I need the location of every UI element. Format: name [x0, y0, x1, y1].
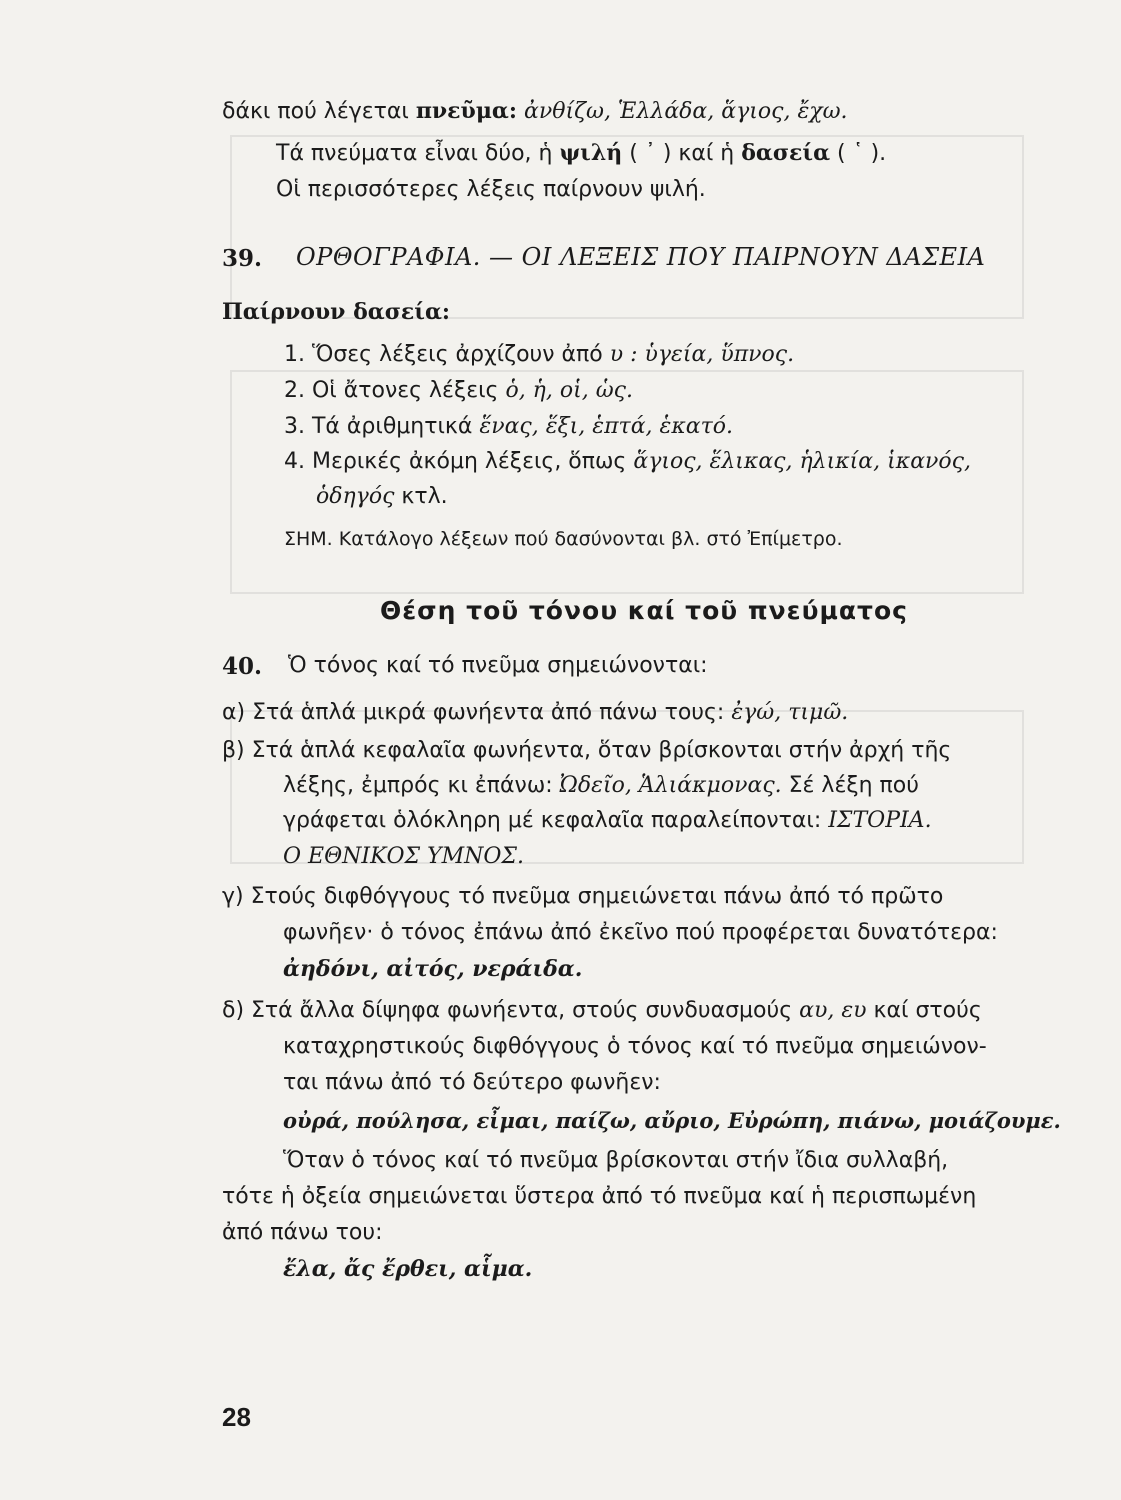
item-examples: ἕνας, ἕξι, ἑπτά, ἑκατό. [479, 414, 734, 439]
list-item-4-continuation [316, 482, 448, 512]
rule-examples: ἐγώ, τιμῶ. [731, 700, 849, 725]
section-40-intro: Ὁ τόνος καί τό πνεῦμα σημειώνονται: [288, 653, 708, 678]
item-text: 1. Ὅσες λέξεις ἀρχίζουν ἀπό [284, 342, 610, 367]
rule-text: γράφεται ὁλόκληρη μέ κεφαλαῖα παραλείπονται: [283, 808, 829, 833]
rule-text: Σέ λέξη πού [781, 773, 919, 798]
rule-text: δ) Στά ἄλλα δίψηφα φωνήεντα, στούς συνδυασμούς [222, 998, 800, 1023]
rule-e-line-1: Ὅταν ὁ τόνος καί τό πνεῦμα βρίσκονται στήν ἴδια συλλαβή, [283, 1148, 949, 1173]
item-text: 3. Τά ἀριθμητικά [284, 414, 480, 439]
section-39-number: 39. [222, 245, 263, 272]
note-line: ΣΗΜ. Κατάλογο λέξεων πού δασύνονται βλ. στό Ἐπίμετρο. [284, 528, 843, 550]
rule-e-line-3: ἀπό πάνω του: [222, 1220, 383, 1245]
page-number: 28 [222, 1402, 251, 1432]
intro-text: δάκι πού λέγεται [222, 99, 416, 124]
item-examples: ὁ, ἡ, οἱ, ὡς. [505, 378, 633, 403]
rule-examples: Ὠδεῖο, Ἁλιάκμονας. [559, 773, 782, 798]
rule-examples: ΙΣΤΟΡΙΑ. [828, 808, 932, 833]
term-psili: ψιλή [559, 140, 623, 166]
rule-b-line-3 [283, 806, 932, 836]
intro-line-3: Οἱ περισσότερες λέξεις παίρνουν ψιλή. [276, 177, 706, 202]
rule-text: α) Στά ἁπλά μικρά φωνήεντα ἀπό πάνω τους: [222, 700, 732, 725]
list-item-3 [284, 412, 733, 442]
intro-text: Τά πνεύματα εἶναι δύο, ἡ [276, 141, 560, 166]
rule-c-line-1: γ) Στούς διφθόγγους τό πνεῦμα σημειώνεται πάνω ἀπό τό πρῶτο [222, 884, 944, 909]
item-text: 2. Οἱ ἄτονες λέξεις [284, 378, 506, 403]
rule-d-line-2: καταχρηστικούς διφθόγγους ὁ τόνος καί τό πνεῦμα σημειώνον- [283, 1034, 987, 1059]
rule-d-line-1 [222, 996, 982, 1026]
intro-text: ( ᾿ ) καί ἡ [622, 141, 742, 166]
rule-b-line-4: Ο ΕΘΝΙΚΟΣ ΥΜΝΟΣ. [283, 844, 524, 869]
list-item-1 [284, 340, 794, 370]
list-item-2 [284, 376, 633, 406]
section-39-subheading: Παίρνουν δασεία: [222, 299, 451, 325]
intro-line-2 [276, 138, 886, 169]
intro-text: ( ῾ ). [830, 141, 887, 166]
rule-e-examples: ἔλα, ἄς ἔρθει, αἷμα. [283, 1256, 533, 1282]
rule-d-line-3: ται πάνω ἀπό τό δεύτερο φωνῆεν: [283, 1070, 661, 1095]
section-40-number: 40. [222, 653, 263, 680]
rule-e-line-2: τότε ἡ ὀξεία σημειώνεται ὕστερα ἀπό τό πνεῦμα καί ἡ περισπωμένη [222, 1184, 977, 1209]
rule-b-line-1: β) Στά ἁπλά κεφαλαῖα φωνήεντα, ὅταν βρίσκονται στήν ἀρχή τῆς [222, 738, 952, 763]
section-title: Θέση τοῦ τόνου καί τοῦ πνεύματος [380, 596, 908, 625]
term-pneuma: πνεῦμα: [415, 98, 517, 124]
rule-examples: αυ, ευ [799, 998, 867, 1023]
item-examples: υ : ὑγεία, ὕπνος. [609, 342, 795, 367]
rule-c-examples: ἀηδόνι, αἰτός, νεράιδα. [283, 956, 583, 982]
intro-examples: ἀνθίζω, Ἑλλάδα, ἅγιος, ἔχω. [516, 99, 848, 124]
rule-d-examples: οὐρά, πούλησα, εἶμαι, παίζω, αὔριο, Εὐρώπη, πιάνω, μοιάζουμε. [283, 1108, 1061, 1133]
rule-text: καί στούς [866, 998, 982, 1023]
item-examples: ὁδηγός [316, 484, 395, 509]
intro-line-1 [222, 96, 848, 127]
section-39-heading: ΟΡΘΟΓΡΑΦΙΑ. — ΟΙ ΛΕΞΕΙΣ ΠΟΥ ΠΑΙΡΝΟΥΝ ΔΑΣΕΙΑ [296, 243, 986, 271]
list-item-4 [284, 447, 971, 477]
rule-text: λέξης, ἐμπρός κι ἐπάνω: [283, 773, 560, 798]
item-text: 4. Μερικές ἀκόμη λέξεις, ὅπως [284, 449, 634, 474]
item-examples: ἅγιος, ἕλικας, ἡλικία, ἱκανός, [633, 449, 971, 474]
rule-c-line-2: φωνῆεν· ὁ τόνος ἐπάνω ἀπό ἐκεῖνο πού προφέρεται δυνατότερα: [283, 920, 998, 945]
rule-a [222, 698, 848, 728]
term-daseia: δασεία [741, 140, 831, 166]
item-text: κτλ. [394, 484, 448, 509]
rule-b-line-2 [283, 771, 919, 801]
